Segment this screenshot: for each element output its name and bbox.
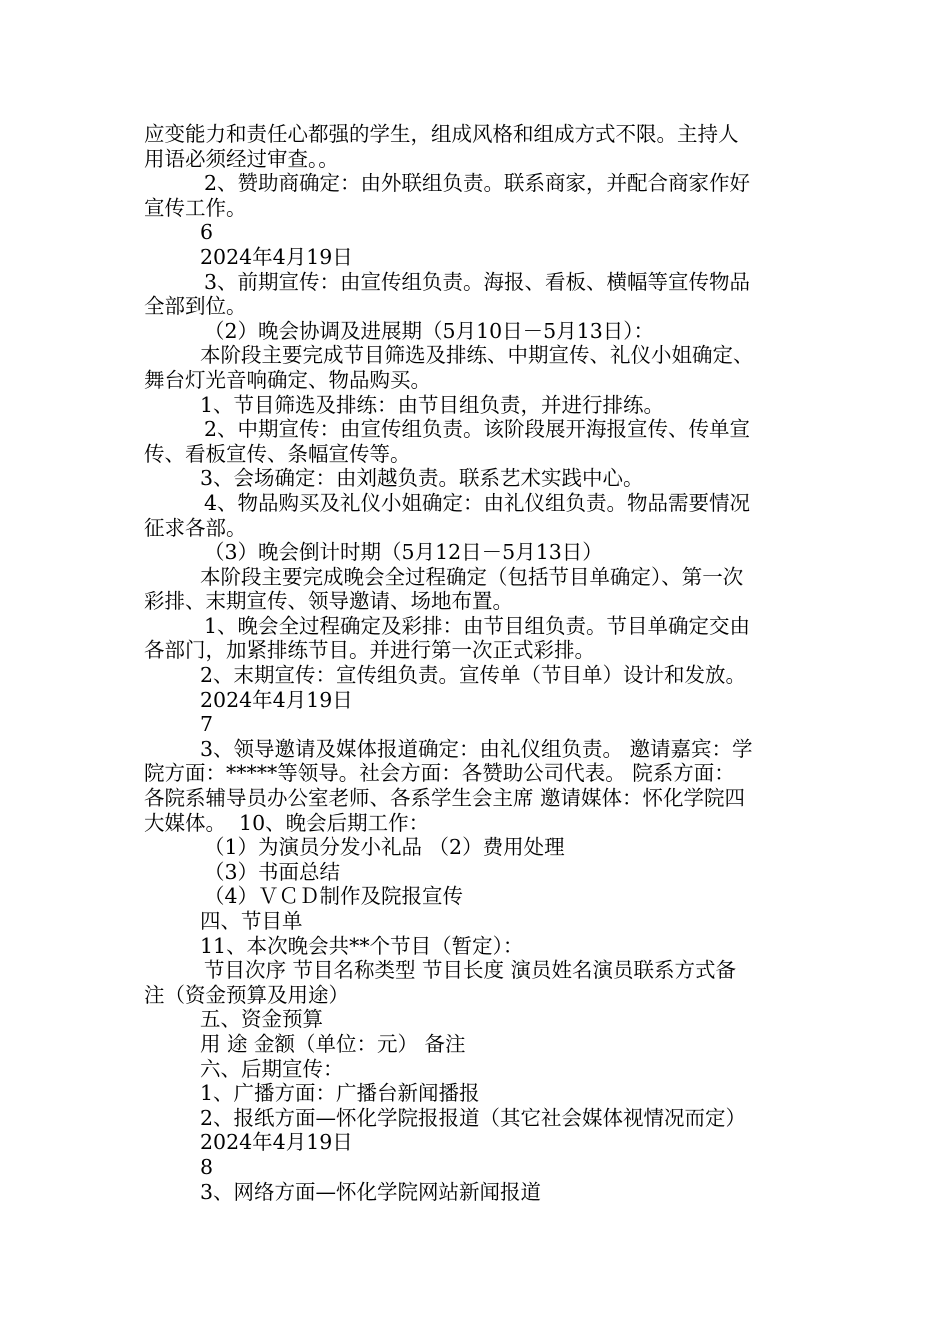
text-line: 各院系辅导员办公室老师、各系学生会主席 邀请媒体：怀化学院四: [144, 786, 746, 811]
page-date: 2024年4月19日: [200, 1130, 353, 1155]
text-line: 4、物品购买及礼仪小姐确定：由礼仪组负责。物品需要情况: [204, 490, 751, 515]
section-heading: 六、后期宣传：: [200, 1056, 344, 1081]
text-line: 彩排、末期宣传、领导邀请、场地布置。: [144, 589, 513, 614]
text-line: 节目次序 节目名称类型 节目长度 演员姓名演员联系方式备: [204, 958, 737, 983]
text-line: 征求各部。: [144, 515, 247, 540]
text-line: 大媒体。 10、晚会后期工作：: [144, 810, 430, 835]
text-line: 应变能力和责任心都强的学生，组成风格和组成方式不限。主持人: [144, 122, 739, 146]
text-line: 传、看板宣传、条幅宣传等。: [144, 441, 411, 466]
text-line: （3）书面总结: [204, 859, 341, 884]
section-heading: 五、资金预算: [200, 1007, 323, 1032]
text-line: 1、广播方面：广播台新闻播报: [200, 1081, 480, 1106]
text-line: 11、本次晚会共**个节目（暂定）：: [200, 933, 524, 958]
text-line: 2、末期宣传：宣传组负责。宣传单（节目单）设计和发放。: [200, 663, 747, 688]
text-line: 各部门，加紧排练节目。并进行第一次正式彩排。: [144, 638, 595, 663]
text-line: 舞台灯光音响确定、物品购买。: [144, 367, 431, 392]
text-line: 注（资金预算及用途）: [144, 982, 349, 1007]
text-line: 2、中期宣传：由宣传组负责。该阶段展开海报宣传、传单宣: [204, 417, 751, 442]
text-line: 2、报纸方面—怀化学院报报道（其它社会媒体视情况而定）: [200, 1105, 747, 1130]
page-date: 2024年4月19日: [200, 244, 353, 269]
text-line: 3、前期宣传：由宣传组负责。海报、看板、横幅等宣传物品: [204, 269, 751, 294]
text-line: 本阶段主要完成节目筛选及排练、中期宣传、礼仪小姐确定、: [200, 343, 754, 368]
text-line: 用语必须经过审查。。: [144, 146, 339, 171]
page-number: 6: [200, 220, 214, 245]
text-line: 用 途 金额（单位：元） 备注: [200, 1031, 466, 1056]
page-number: 8: [200, 1154, 214, 1179]
text-line: 2、赞助商确定：由外联组负责。联系商家，并配合商家作好: [204, 171, 751, 196]
text-line: 1、节目筛选及排练：由节目组负责，并进行排练。: [200, 392, 665, 417]
text-line: 3、领导邀请及媒体报道确定：由礼仪组负责。 邀请嘉宾：学: [200, 736, 753, 761]
section-heading: 四、节目单: [200, 909, 303, 933]
page-number: 7: [200, 712, 214, 737]
text-line: 1、晚会全过程确定及彩排：由节目组负责。节目单确定交由: [204, 613, 751, 638]
text-line: （1）为演员分发小礼品 （2）费用处理: [204, 835, 565, 860]
text-line: 全部到位。: [144, 294, 247, 319]
document-body: [144, 122, 810, 1204]
text-line: 3、会场确定：由刘越负责。联系艺术实践中心。: [200, 466, 644, 491]
text-line: （4）ＶＣＤ制作及院报宣传: [204, 884, 464, 909]
text-line: 3、网络方面—怀化学院网站新闻报道: [200, 1179, 542, 1204]
page-date: 2024年4月19日: [200, 687, 353, 712]
text-line: 宣传工作。: [144, 195, 247, 220]
section-heading: （2）晚会协调及进展期（5月10日－5月13日）：: [204, 318, 655, 343]
section-heading: （3）晚会倒计时期（5月12日－5月13日）: [204, 540, 603, 565]
text-line: 院方面：*****等领导。社会方面：各赞助公司代表。 院系方面：: [144, 761, 735, 786]
text-line: 本阶段主要完成晚会全过程确定（包括节目单确定）、第一次: [200, 564, 744, 589]
